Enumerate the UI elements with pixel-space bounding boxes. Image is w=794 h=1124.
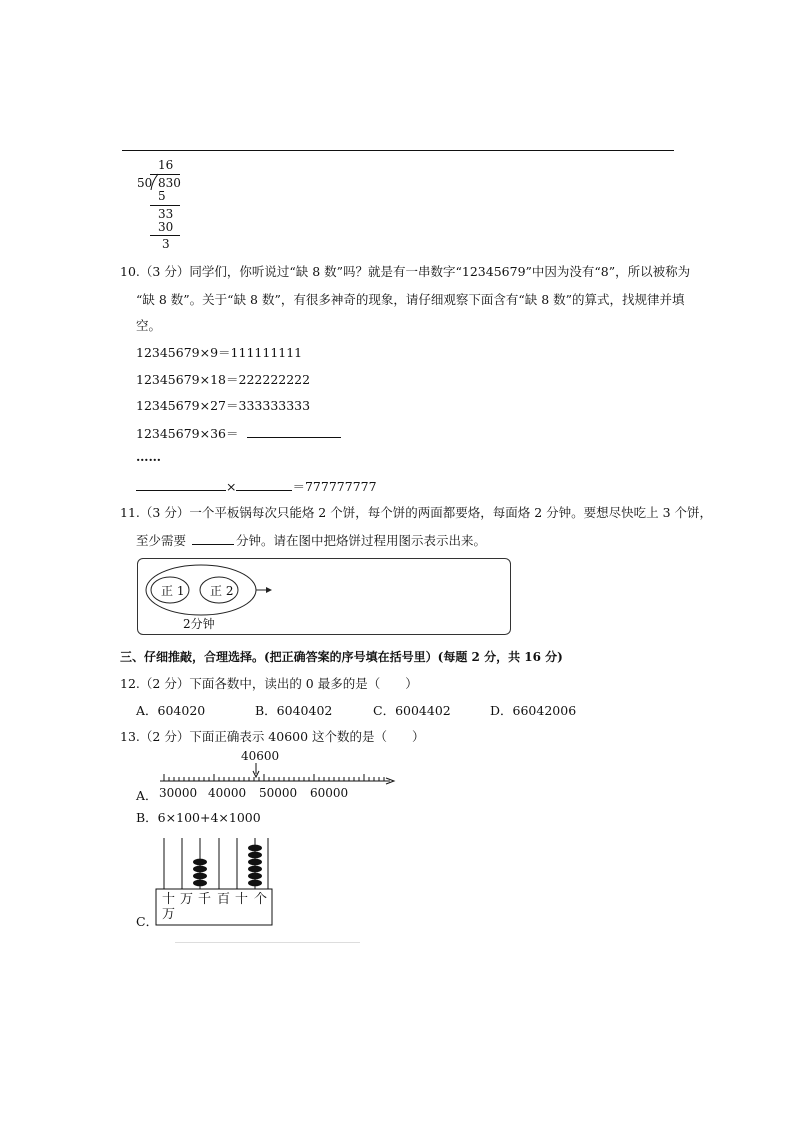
q10-eq1: 12345679×9＝111111111	[136, 345, 303, 360]
abacus-bead	[193, 873, 207, 880]
q12-option-a[interactable]: A．604020	[136, 703, 206, 718]
tick-label-40000: 40000	[208, 786, 247, 800]
tick-label-60000: 60000	[310, 786, 349, 800]
q12-option-b[interactable]: B．6040402	[255, 703, 333, 718]
abacus-bead	[193, 880, 207, 887]
q13-option-b[interactable]: B．6×100+4×1000	[136, 810, 261, 825]
arrow-head	[266, 587, 272, 593]
q10-eq4-row	[136, 425, 341, 442]
division-step1: 5	[158, 189, 166, 203]
abacus-label-ge: 个	[254, 892, 268, 907]
q11-line2-b: 分钟。请在图中把烙饼过程用图示表示出来。	[236, 533, 487, 548]
q10-number: 10.	[120, 264, 140, 279]
q12-option-d[interactable]: D．66042006	[490, 703, 577, 718]
q10-eq5-times: ×	[226, 479, 237, 494]
header-rule	[122, 150, 674, 151]
q10-score: （3 分）	[139, 264, 190, 279]
q10-line3: 空。	[136, 318, 162, 333]
q10-eq3: 12345679×27＝333333333	[136, 398, 311, 413]
section-3-title: 三、仔细推敲，合理选择。(把正确答案的序号填在括号里）(每题 2 分，共 16 分)	[120, 650, 563, 664]
tick-label-30000: 30000	[159, 786, 198, 800]
q13-text: 下面正确表示 40600 这个数的是（ ）	[189, 729, 425, 744]
faint-rule	[175, 942, 360, 943]
division-step2: 33	[158, 207, 174, 221]
division-dividend: 830	[158, 176, 181, 190]
q12-text: 下面各数中，读出的 0 最多的是（ ）	[189, 676, 418, 691]
division-step3: 30	[158, 220, 174, 234]
q13-number: 13.	[120, 729, 140, 744]
q13-score: （2 分）	[139, 729, 190, 744]
division-divisor: 50	[137, 176, 153, 190]
q10-eq5-row	[136, 478, 377, 495]
division-line2	[150, 235, 180, 236]
q13-option-c[interactable]: C．	[136, 914, 159, 929]
cake-1-label: 正 1	[161, 584, 185, 598]
q10-eq5-result: ＝777777777	[292, 479, 377, 494]
division-line1	[150, 205, 180, 206]
cake-2-label: 正 2	[210, 584, 234, 598]
number-line-ticks	[164, 774, 384, 781]
abacus-bead	[193, 859, 207, 866]
abacus-label-qian: 千	[198, 892, 212, 907]
q11-line2-a: 至少需要	[136, 533, 187, 548]
abacus-label-shi2: 十	[235, 892, 249, 907]
division-quotient: 16	[158, 158, 174, 172]
q13-header	[120, 729, 425, 745]
abacus-bead	[248, 873, 262, 880]
q10-header	[120, 264, 690, 280]
abacus-bead	[248, 852, 262, 859]
abacus-bead	[193, 866, 207, 873]
q10-line1: 同学们，你听说过“缺 8 数”吗？就是有一串数字“12345679”中因为没有“8”，所以被称为	[189, 264, 691, 279]
q10-ellipsis: ……	[136, 449, 161, 464]
q10-eq2: 12345679×18＝222222222	[136, 372, 311, 387]
q11-number: 11.	[120, 505, 140, 520]
abacus-bead	[248, 859, 262, 866]
tick-label-50000: 50000	[259, 786, 298, 800]
number-line-marker-label: 40600	[241, 749, 280, 763]
q11-header	[120, 505, 712, 521]
q13-option-a[interactable]: A．	[136, 788, 158, 803]
q11-blank[interactable]	[192, 532, 234, 545]
q10-line2: “缺 8 数”。关于“缺 8 数”，有很多神奇的现象，请仔细观察下面含有“缺 8 数”的算式，找规律并填	[136, 292, 685, 307]
q10-blank-1[interactable]	[247, 425, 341, 438]
q10-blank-2[interactable]	[136, 478, 226, 491]
q12-score: （2 分）	[139, 676, 190, 691]
abacus-bead	[248, 866, 262, 873]
q10-blank-3[interactable]	[236, 478, 292, 491]
abacus-label-shi: 十	[162, 892, 176, 907]
q12-option-c[interactable]: C．6004402	[373, 703, 451, 718]
q12-header	[120, 676, 418, 692]
abacus-bead	[248, 845, 262, 852]
abacus-label-bai: 百	[217, 892, 231, 907]
abacus-label-wan2: 万	[180, 892, 194, 907]
division-remainder: 3	[162, 237, 170, 251]
q10-eq4: 12345679×36＝	[136, 426, 239, 441]
q11-line2	[136, 532, 486, 549]
q11-score: （3 分）	[139, 505, 190, 520]
abacus-beads	[193, 845, 262, 887]
time-label: 2分钟	[183, 617, 215, 631]
abacus-bead	[248, 880, 262, 887]
q11-line1: 一个平板锅每次只能烙 2 个饼，每个饼的两面都要烙，每面烙 2 分钟。要想尽快吃上 3 个饼，	[189, 505, 713, 520]
q12-number: 12.	[120, 676, 140, 691]
abacus-label-wan: 万	[162, 907, 176, 922]
